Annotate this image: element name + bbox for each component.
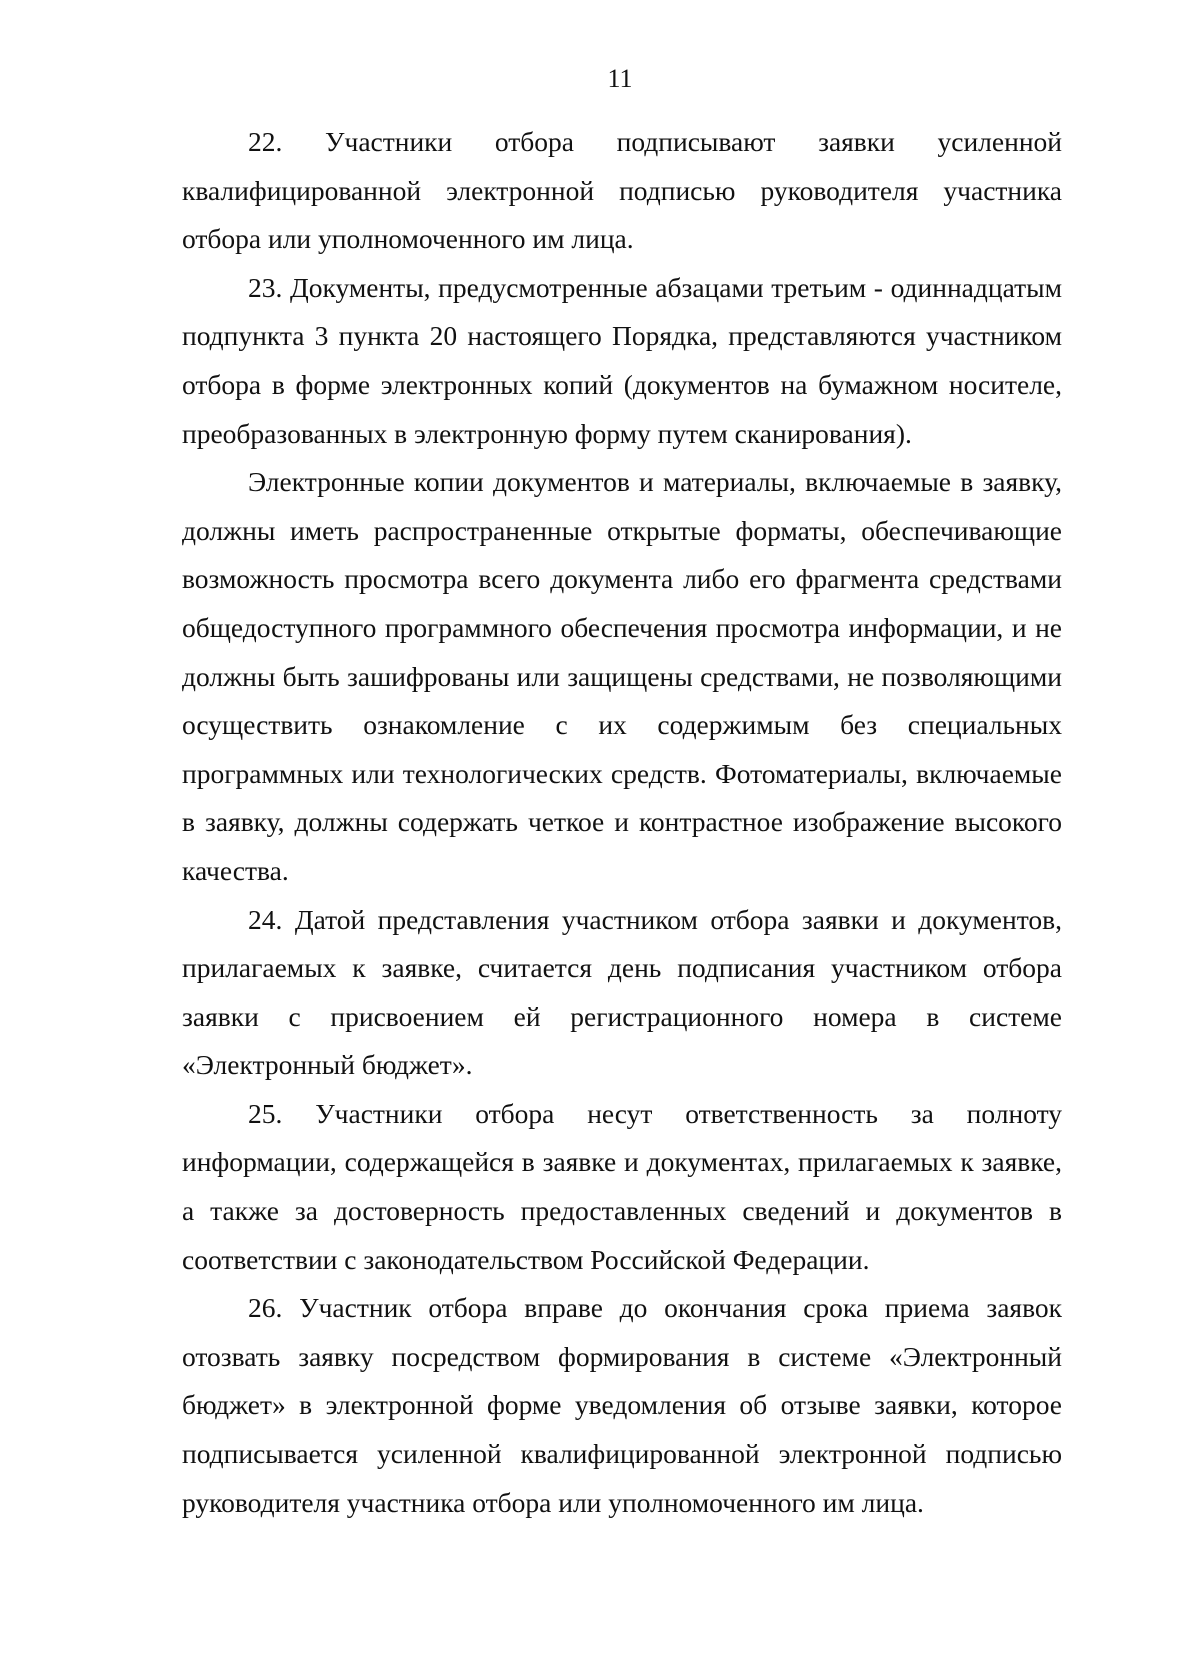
paragraph-24: 24. Датой представления участником отбора заявки и документов, прилагаемых к заявке, считается день подписания участником отбора заявки с присвоением ей регистрационного номера в системе «Электронный бюджет». <box>182 903 1062 1081</box>
document-body <box>182 118 1062 1527</box>
page-number: 11 <box>607 64 633 93</box>
paragraph-25: 25. Участники отбора несут ответственность за полноту информации, содержащейся в заявке и документах, прилагаемых к заявке, а также за достоверность предоставленных сведений и документов в соответствии с законодательством Российской Федерации. <box>182 1097 1062 1275</box>
paragraph-23: 23. Документы, предусмотренные абзацами третьим - одиннадцатым подпункта 3 пункта 20 настоящего Порядка, представляются участником отбора в форме электронных копий (документов на бумажном носителе, преобразованных в электронную форму путем сканирования). <box>182 271 1062 449</box>
paragraph-23-continued: Электронные копии документов и материалы, включаемые в заявку, должны иметь распространенные открытые форматы, обеспечивающие возможность просмотра всего документа либо его фрагмента средствами общедоступного программного обеспечения просмотра информации, и не должны быть зашифрованы или защищены средствами, не позволяющими осуществить ознакомление с их содержимым без специальных программных или технологических средств. Фотоматериалы, включаемые в заявку, должны содержать четкое и контрастное изображение высокого качества. <box>182 466 1062 886</box>
paragraph-26: 26. Участник отбора вправе до окончания срока приема заявок отозвать заявку посредством формирования в системе «Электронный бюджет» в электронной форме уведомления об отзыве заявки, которое подписывается усиленной квалифицированной электронной подписью руководителя участника отбора или уполномоченного им лица. <box>182 1292 1062 1518</box>
paragraph-22: 22. Участники отбора подписывают заявки усиленной квалифицированной электронной подписью руководителя участника отбора или уполномоченного им лица. <box>182 126 1062 255</box>
